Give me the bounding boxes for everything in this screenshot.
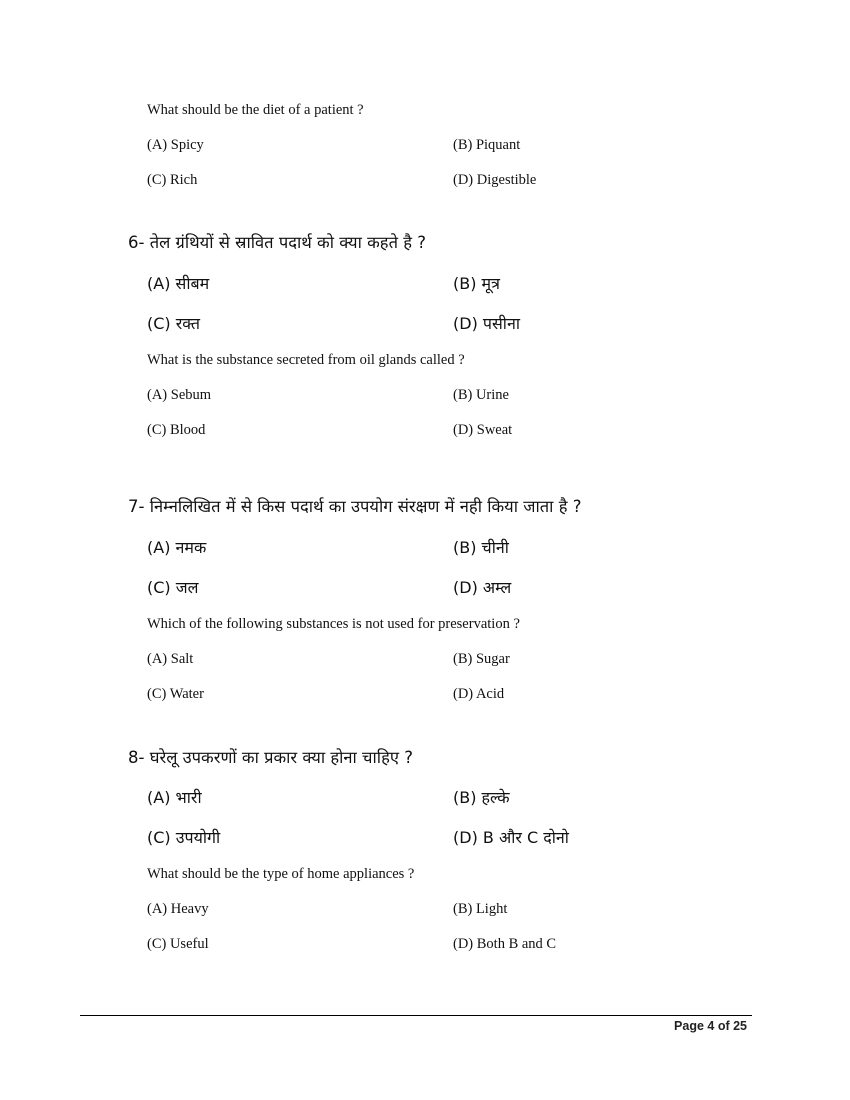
q6-hi-option-c: (C) रक्त (147, 314, 200, 333)
q8-hi-option-c: (C) उपयोगी (147, 828, 221, 847)
q8-hi-option-a: (A) भारी (147, 788, 202, 807)
page-number: Page 4 of 25 (674, 1019, 747, 1033)
q8-hi-question: 8- घरेलू उपकरणों का प्रकार क्या होना चाहिए ? (128, 748, 413, 767)
q5-en-option-b: (B) Piquant (453, 137, 521, 153)
footer-divider (80, 1015, 752, 1016)
q7-en-option-b: (B) Sugar (453, 651, 510, 667)
q6-hi-question: 6- तेल ग्रंथियों से स्रावित पदार्थ को क्या कहते है ? (128, 233, 426, 252)
q5-en-option-d: (D) Digestible (453, 172, 537, 188)
q5-en-option-a: (A) Spicy (147, 137, 204, 153)
q7-hi-question: 7- निम्नलिखित में से किस पदार्थ का उपयोग संरक्षण में नही किया जाता है ? (128, 497, 582, 516)
q6-hi-option-a: (A) सीबम (147, 274, 210, 293)
q5-en-question: What should be the diet of a patient ? (147, 102, 364, 118)
q8-hi-option-d: (D) B और C दोनो (453, 828, 569, 847)
q7-hi-option-d: (D) अम्ल (453, 578, 512, 597)
q8-en-option-b: (B) Light (453, 901, 508, 917)
q7-en-option-a: (A) Salt (147, 651, 194, 667)
q7-en-question: Which of the following substances is not used for preservation ? (147, 616, 520, 632)
q5-en-option-c: (C) Rich (147, 172, 198, 188)
q6-hi-option-d: (D) पसीना (453, 314, 520, 333)
q7-en-option-c: (C) Water (147, 686, 204, 702)
q7-hi-option-a: (A) नमक (147, 538, 207, 557)
q6-en-option-a: (A) Sebum (147, 387, 212, 403)
q8-en-question: What should be the type of home appliances ? (147, 866, 415, 882)
q7-hi-option-b: (B) चीनी (453, 538, 509, 557)
q8-en-option-d: (D) Both B and C (453, 936, 557, 952)
q8-en-option-c: (C) Useful (147, 936, 209, 952)
q6-en-question: What is the substance secreted from oil glands called ? (147, 352, 465, 368)
q6-en-option-c: (C) Blood (147, 422, 206, 438)
q8-en-option-a: (A) Heavy (147, 901, 209, 917)
q7-en-option-d: (D) Acid (453, 686, 505, 702)
q6-en-option-b: (B) Urine (453, 387, 509, 403)
q6-en-option-d: (D) Sweat (453, 422, 513, 438)
q6-hi-option-b: (B) मूत्र (453, 274, 500, 293)
q7-hi-option-c: (C) जल (147, 578, 199, 597)
q8-hi-option-b: (B) हल्के (453, 788, 510, 807)
